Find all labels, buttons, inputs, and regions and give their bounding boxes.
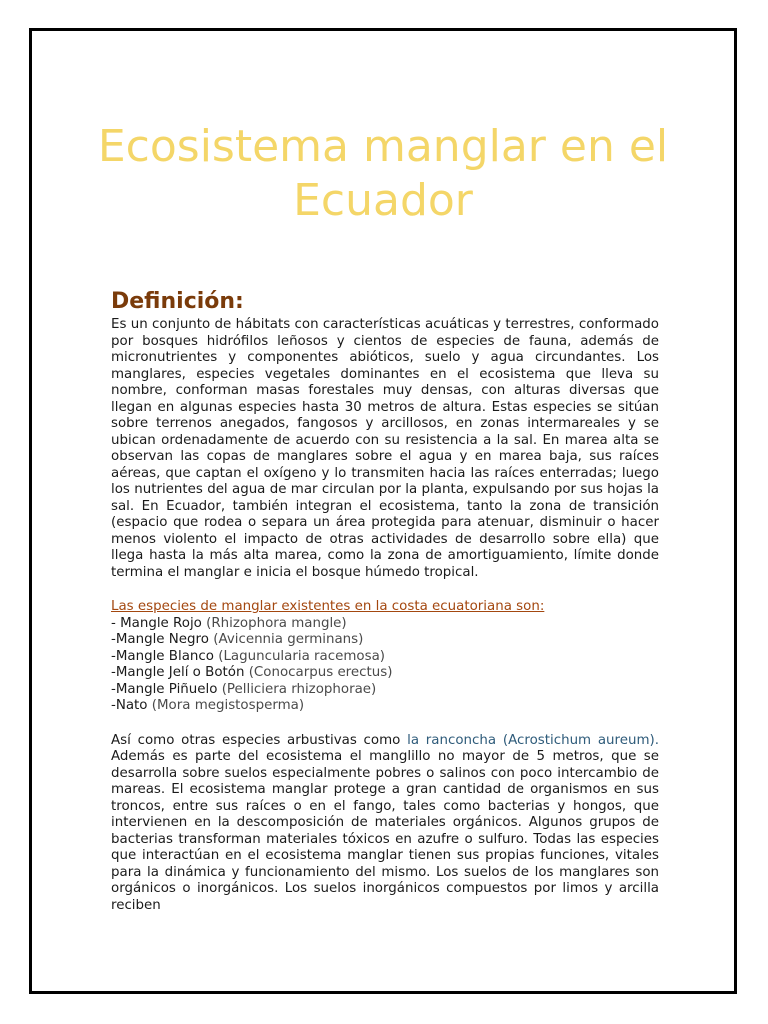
definition-heading: Definición: xyxy=(111,289,244,314)
list-item xyxy=(111,616,659,633)
definition-paragraph: Es un conjunto de hábitats con características acuáticas y terrestres, conformado por bosques hidrófilos leñosos y cientos de especies de fauna, además de micronutrientes y componentes abióticos, suelo y agua circundantes. Los manglares, especies vegetales dominantes en el ecosistema que lleva su nombre, conforman masas forestales muy densas, con alturas diversas que llegan en algunas especies hasta 30 metros de altura. Estas especies se sitúan sobre terrenos anegados, fangosos y arcillosos, en zonas intermareales y se ubican ordenadamente de acuerdo con su resistencia a la sal. En marea alta se observan las copas de manglares sobre el agua y en marea baja, sus raíces aéreas, que captan el oxígeno y lo transmiten hacia las raíces enterradas; luego los nutrientes del agua de mar circulan por la planta, expulsando por sus hojas la sal. En Ecuador, también integran el ecosistema, tanto la zona de transición (espacio que rodea o separa un área protegida para atenuar, disminuir o hacer menos violento el impacto de otras actividades de desarrollo sobre ella) que llega hasta la más alta marea, como la zona de amortiguamiento, límite donde termina el manglar e inicia el bosque húmedo tropical. xyxy=(111,317,659,580)
species-scientific-name: (Conocarpus erectus) xyxy=(248,665,393,680)
paragraph-body: Además es parte del ecosistema el manglillo no mayor de 5 metros, que se desarrolla sobre suelos especialmente pobres o salinos con poco intercambio de mareas. El ecosistema manglar protege a gran cantidad de organismos en sus troncos, entre sus raíces o en el fango, tales como bacterias y hongos, que intervienen en la descomposición de materiales orgánicos. Algunos grupos de bacterias transforman materiales tóxicos en azufre o sulfuro. Todas las especies que interactúan en el ecosistema manglar tienen sus propias funciones, vitales para la dinámica y funcionamiento del mismo. Los suelos de los manglares son orgánicos o inorgánicos. Los suelos inorgánicos compuestos por limos y arcilla reciben xyxy=(111,749,659,913)
document-page xyxy=(29,28,737,994)
species-scientific-name: (Laguncularia racemosa) xyxy=(218,648,386,664)
species-scientific-name: (Pelliciera rhizophorae) xyxy=(221,681,377,697)
species-heading: Las especies de manglar existentes en la costa ecuatoriana son: xyxy=(111,599,545,614)
species-name: -Mangle Piñuelo xyxy=(111,681,218,697)
species-name: -Nato xyxy=(111,698,148,713)
list-item xyxy=(111,649,659,666)
document-title: Ecosistema manglar en el Ecuador xyxy=(97,121,669,227)
species-name: -Mangle Negro xyxy=(111,632,209,647)
species-name: - Mangle Rojo xyxy=(111,615,202,631)
document-body xyxy=(111,289,659,927)
list-item xyxy=(111,698,659,715)
species-name: -Mangle Jelí o Botón xyxy=(111,665,245,680)
list-item xyxy=(111,632,659,649)
species-scientific-name: (Mora megistosperma) xyxy=(151,698,305,713)
species-list xyxy=(111,616,659,715)
species-name: -Mangle Blanco xyxy=(111,648,214,664)
paragraph-intro: Así como otras especies arbustivas como xyxy=(111,732,401,748)
species-scientific-name: (Rhizophora mangle) xyxy=(206,615,347,631)
ecosystem-paragraph xyxy=(111,733,659,915)
list-item xyxy=(111,665,659,682)
list-item xyxy=(111,682,659,699)
ranconcha-link[interactable]: la ranconcha (Acrostichum aureum). xyxy=(407,732,660,748)
species-scientific-name: (Avicennia germinans) xyxy=(213,632,364,647)
